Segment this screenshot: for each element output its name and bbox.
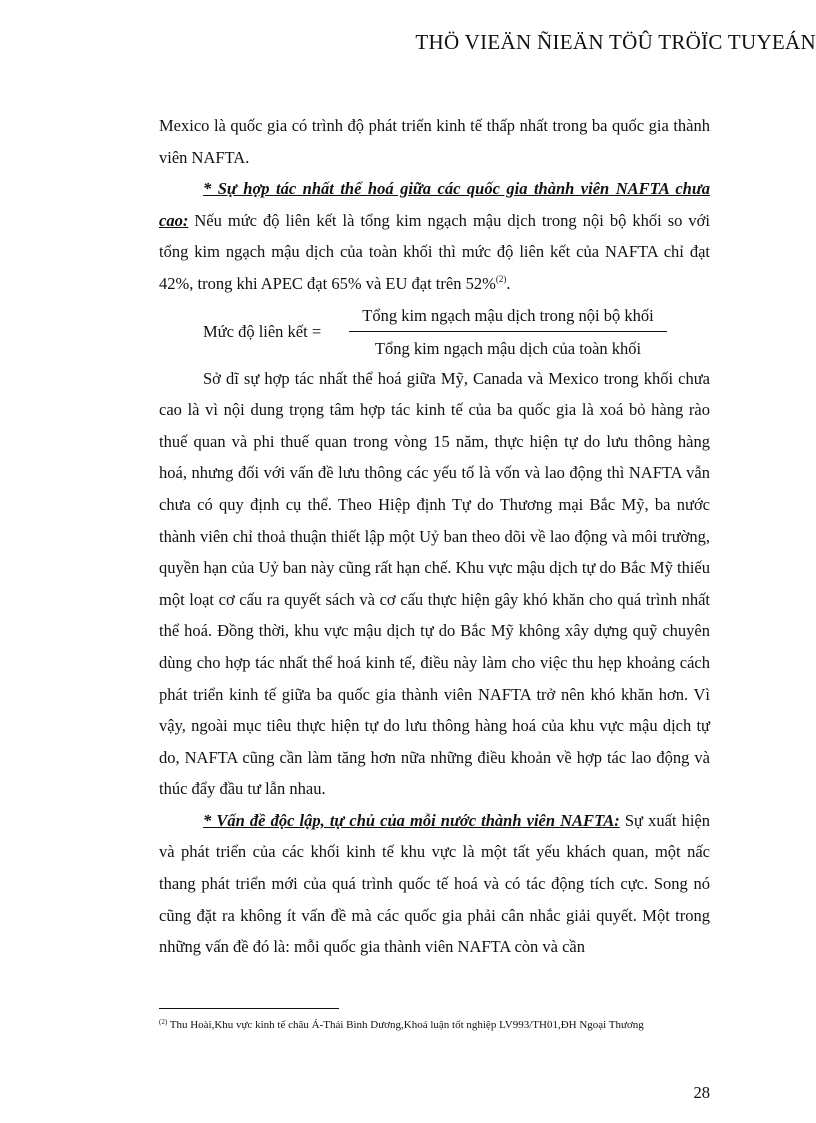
footnote-divider bbox=[159, 1008, 339, 1009]
formula-numerator: Tổng kim ngạch mậu dịch trong nội bộ khối bbox=[362, 305, 654, 325]
section-paragraph bbox=[159, 805, 710, 963]
footnote bbox=[159, 1019, 644, 1031]
footnote-reference: (2) bbox=[495, 273, 507, 284]
main-text bbox=[159, 110, 710, 963]
formula-label: Mức độ liên kết = bbox=[203, 321, 322, 341]
page-header: THÖ VIEÄN ÑIEÄN TÖÛ TRÖÏC TUYEÁN bbox=[415, 30, 816, 54]
paragraph: Mexico là quốc gia có trình độ phát triển kinh tế thấp nhất trong ba quốc gia thành viên NAFTA. bbox=[159, 116, 710, 167]
page-number: 28 bbox=[693, 1083, 710, 1102]
footnote-text: Thu Hoài,Khu vực kinh tế châu Á-Thái Bình Dương,Khoá luận tốt nghiệp LV993/TH01,ĐH Ngoại Thương bbox=[167, 1019, 644, 1031]
section-paragraph bbox=[159, 173, 710, 299]
fraction-line bbox=[349, 331, 667, 332]
section-heading: * Vấn đề độc lập, tự chủ của mỗi nước thành viên NAFTA: bbox=[203, 810, 620, 830]
section-text: Sự xuất hiện và phát triển của các khối kinh tế khu vực là một tất yếu khách quan, một nấc thang phát triển mới của quá trình quốc tế hoá và có tác động tích cực. Song nó cũng đặt ra không ít vấn đề mà các quốc gia phải cân nhắc giải quyết. Một trong những vấn đề đó là: mỗi quốc gia thành viên NAFTA còn và cần bbox=[159, 810, 710, 957]
paragraph: Sở dĩ sự hợp tác nhất thể hoá giữa Mỹ, Canada và Mexico trong khối chưa cao là vì nội dung trọng tâm hợp tác kinh tế của ba quốc gia là xoá bỏ hàng rào thuế quan và phi thuế quan trong vòng 15 năm, thực hiện tự do lưu thông hàng hoá, nhưng đối với vấn đề lưu thông các yếu tố là vốn và lao động thì NAFTA vẫn chưa có quy định cụ thể. Theo Hiệp định Tự do Thương mại Bắc Mỹ, ba nước thành viên chỉ thoả thuận thiết lập một Uỷ ban theo dõi về lao động và môi trường, quyền hạn của Uỷ ban này cũng rất hạn chế. Khu vực mậu dịch tự do Bắc Mỹ thiếu một loạt cơ cấu ra quyết sách và cơ cấu thực hiện gây khó khăn cho quá trình nhất thể hoá. Đồng thời, khu vực mậu dịch tự do Bắc Mỹ không xây dựng quỹ chuyên dùng cho hợp tác nhất thể hoá kinh tế, điều này làm cho việc thu hẹp khoảng cách phát triển kinh tế giữa ba quốc gia thành viên NAFTA trở nên khó khăn hơn. Vì vậy, ngoài mục tiêu thực hiện tự do lưu thông hàng hoá của khu vực mậu dịch tự do, NAFTA cũng cần làm tăng hơn nữa những điều khoản về hợp tác lao động và thúc đẩy đầu tư lẫn nhau. bbox=[159, 368, 710, 799]
section-heading: * Sự hợp tác nhất thể hoá giữa các quốc gia thành viên NAFTA chưa cao: bbox=[159, 179, 710, 230]
formula bbox=[159, 300, 710, 363]
footnote-marker: (2) bbox=[159, 1018, 168, 1026]
formula-denominator: Tổng kim ngạch mậu dịch của toàn khối bbox=[374, 338, 642, 358]
sentence-end: . bbox=[506, 273, 511, 293]
section-text: Nếu mức độ liên kết là tổng kim ngạch mậu dịch trong nội bộ khối so với tổng kim ngạch mậu dịch của toàn khối thì mức độ liên kết của NAFTA chỉ đạt 42%, trong khi APEC đạt 65% và EU đạt trên 52% bbox=[159, 210, 710, 293]
